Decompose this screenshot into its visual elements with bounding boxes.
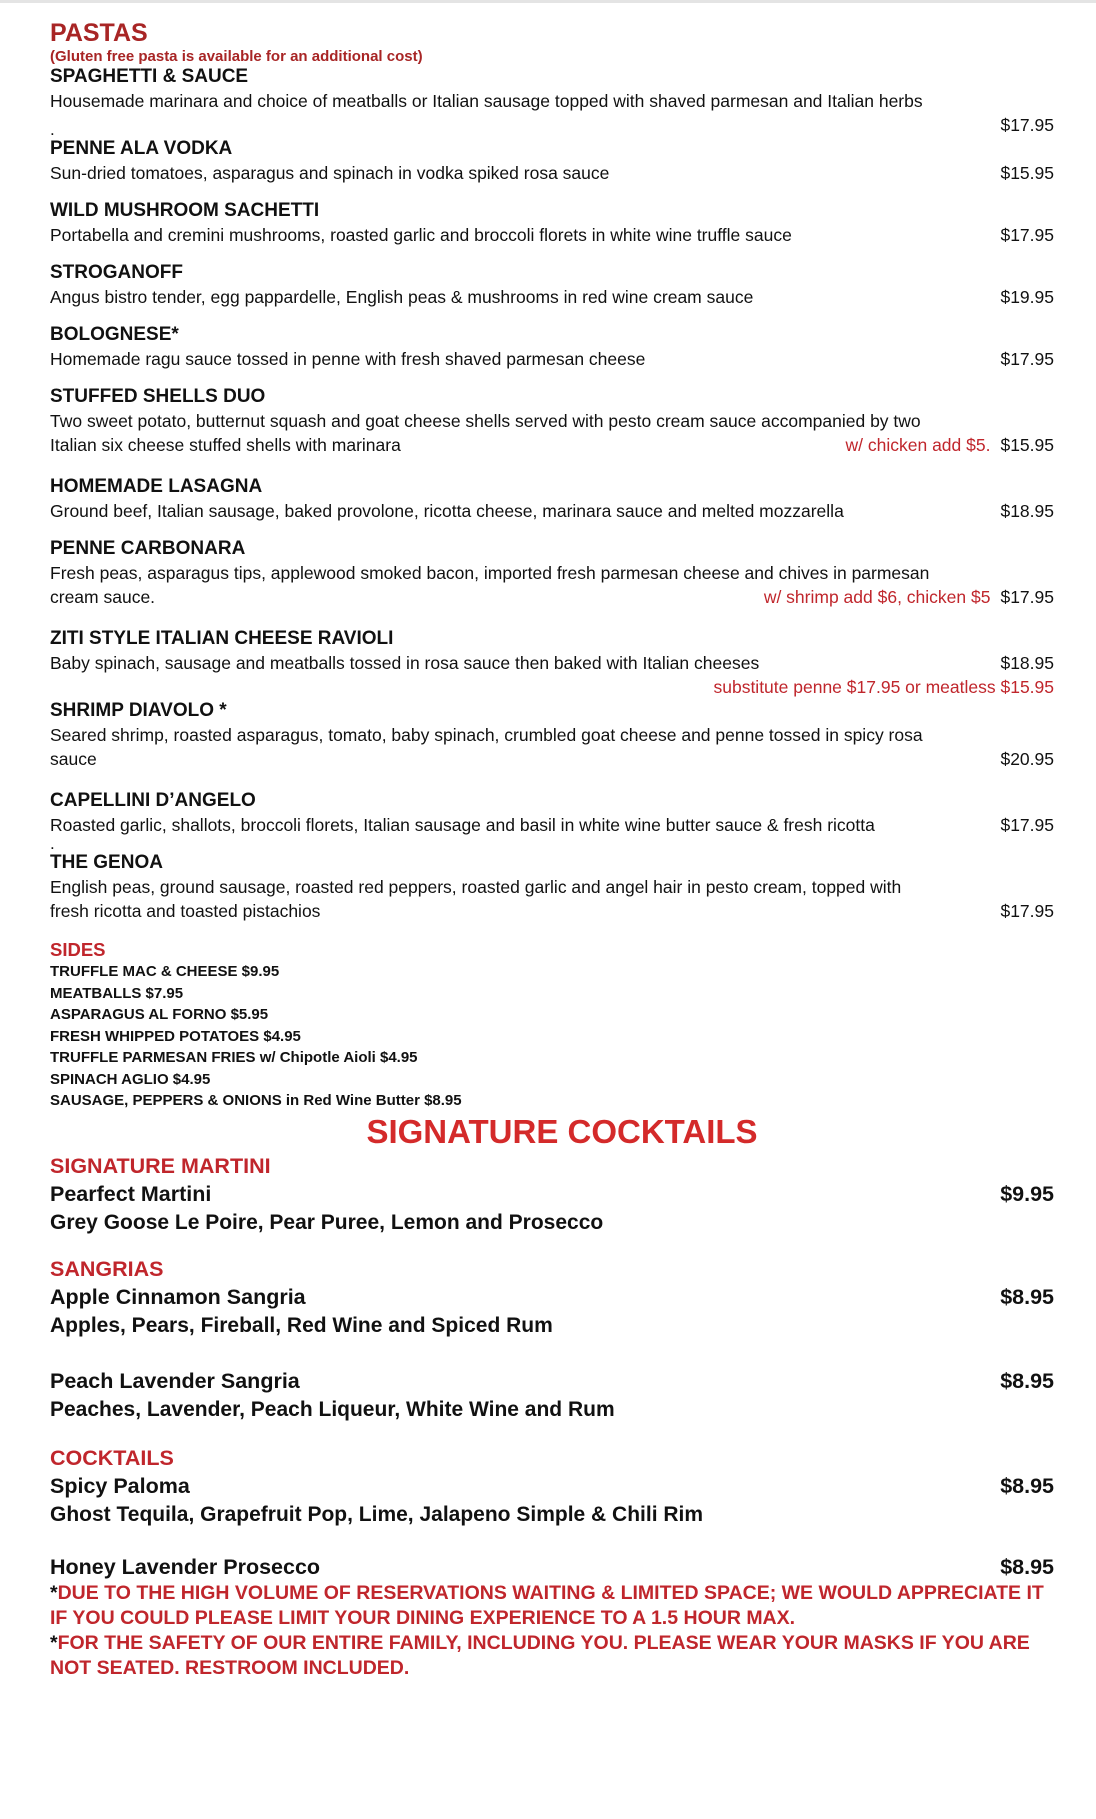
cocktail-row — [50, 1367, 1054, 1395]
item-desc: Italian six cheese stuffed shells with marinara — [50, 435, 401, 455]
item-desc-row — [50, 651, 1054, 675]
item-price: $17.95 — [1000, 587, 1054, 607]
side-item: FRESH WHIPPED POTATOES $4.95 — [50, 1027, 301, 1045]
cocktail-name: Pearfect Martini — [50, 1181, 212, 1206]
item-desc-row — [50, 409, 1054, 433]
item-desc: Seared shrimp, roasted asparagus, tomato, baby spinach, crumbled goat cheese and penne tossed in spicy rosa — [50, 725, 923, 745]
item-desc-row — [50, 899, 1054, 923]
cocktail-desc: Ghost Tequila, Grapefruit Pop, Lime, Jalapeno Simple & Chili Rim — [50, 1502, 704, 1526]
notice-text: FOR THE SAFETY OF OUR ENTIRE FAMILY, INCLUDING YOU. PLEASE WEAR YOUR MASKS IF YOU ARE NOT SEATED. RESTROOM INCLUDED. — [50, 1631, 1030, 1679]
cocktail-name: Honey Lavender Prosecco — [50, 1554, 321, 1579]
item-price-row — [50, 113, 1054, 137]
item-extra: . — [50, 120, 55, 139]
item-desc-row — [50, 585, 1054, 609]
item-name: STUFFED SHELLS DUO — [50, 386, 266, 407]
side-item: TRUFFLE MAC & CHEESE $9.95 — [50, 963, 280, 980]
menu-item-genoa — [50, 851, 1054, 923]
item-price: $17.95 — [1000, 115, 1054, 135]
sangrias-heading: SANGRIAS — [50, 1256, 164, 1281]
item-name: WILD MUSHROOM SACHETTI — [50, 200, 320, 221]
item-desc: Homemade ragu sauce tossed in penne with fresh shaved parmesan cheese — [50, 349, 646, 369]
item-desc-row — [50, 89, 1054, 113]
signature-cocktails-title: SIGNATURE COCKTAILS — [366, 1112, 758, 1150]
item-addon: w/ shrimp add $6, chicken $5 — [763, 587, 991, 607]
cocktail-price: $8.95 — [1000, 1368, 1054, 1393]
gluten-note: (Gluten free pasta is available for an additional cost) — [50, 48, 423, 65]
sides-list — [50, 961, 1054, 1112]
side-item: TRUFFLE PARMESAN FRIES w/ Chipotle Aioli $4.95 — [50, 1049, 418, 1066]
menu-item-capellini — [50, 789, 1054, 851]
item-name: HOMEMADE LASAGNA — [50, 476, 263, 497]
cocktail-name: Spicy Paloma — [50, 1473, 190, 1498]
pastas-heading: PASTAS — [50, 19, 148, 47]
item-desc: English peas, ground sausage, roasted red peppers, roasted garlic and angel hair in pesto cream, topped with — [50, 877, 902, 897]
item-name: BOLOGNESE* — [50, 324, 179, 345]
item-desc: fresh ricotta and toasted pistachios — [50, 901, 321, 921]
menu-item-wild-mushroom — [50, 199, 1054, 247]
side-item: SPINACH AGLIO $4.95 — [50, 1070, 211, 1088]
item-price: $19.95 — [1000, 287, 1054, 307]
cocktail-price: $9.95 — [1000, 1181, 1054, 1206]
menu-item-stroganoff — [50, 261, 1054, 309]
menu-item-lasagna — [50, 475, 1054, 523]
menu-item-penne-vodka — [50, 137, 1054, 185]
item-desc: Portabella and cremini mushrooms, roasted garlic and broccoli florets in white wine truffle sauce — [50, 225, 792, 245]
mask-notice — [50, 1631, 1054, 1681]
item-desc-row — [50, 285, 1054, 309]
cocktail-row — [50, 1553, 1054, 1581]
item-desc-row — [50, 161, 1054, 185]
menu-item-spaghetti — [50, 65, 1054, 137]
item-price: $17.95 — [1000, 349, 1054, 369]
item-desc-row — [50, 433, 1054, 457]
item-price: $18.95 — [1000, 501, 1054, 521]
cocktails-heading: COCKTAILS — [50, 1445, 174, 1470]
item-desc-row — [50, 347, 1054, 371]
notice-star: * — [50, 1631, 58, 1654]
item-name: STROGANOFF — [50, 262, 183, 283]
item-name: SHRIMP DIAVOLO * — [50, 700, 227, 721]
item-desc: Fresh peas, asparagus tips, applewood smoked bacon, imported fresh parmesan cheese and chives in parmesan — [50, 563, 930, 583]
item-desc: Two sweet potato, butternut squash and goat cheese shells served with pesto cream sauce accompanied by two — [50, 411, 921, 431]
item-name: PENNE ALA VODKA — [50, 138, 233, 159]
menu-item-stuffed-shells — [50, 385, 1054, 457]
notice-text: DUE TO THE HIGH VOLUME OF RESERVATIONS WAITING & LIMITED SPACE; WE WOULD APPRECIATE IT IF YOU COULD PLEASE LIMIT YOUR DINING EXPERIENCE TO A 1.5 HOUR MAX. — [50, 1581, 1044, 1629]
cocktail-desc: Peaches, Lavender, Peach Liqueur, White Wine and Rum — [50, 1397, 615, 1421]
item-desc: Sun-dried tomatoes, asparagus and spinach in vodka spiked rosa sauce — [50, 163, 610, 183]
side-item: MEATBALLS $7.95 — [50, 984, 184, 1002]
cocktail-price: $8.95 — [1000, 1473, 1054, 1498]
item-desc: Ground beef, Italian sausage, baked provolone, ricotta cheese, marinara sauce and melted mozzarella — [50, 501, 844, 521]
menu-item-shrimp-diavolo — [50, 699, 1054, 771]
item-name: SPAGHETTI & SAUCE — [50, 66, 249, 87]
item-price: $20.95 — [1000, 749, 1054, 769]
menu-item-bolognese — [50, 323, 1054, 371]
item-desc-row — [50, 813, 1054, 837]
menu-item-carbonara — [50, 537, 1054, 609]
cocktail-row — [50, 1180, 1054, 1208]
item-desc-row — [50, 875, 1054, 899]
cocktail-row — [50, 1283, 1054, 1311]
item-desc: sauce — [50, 749, 97, 769]
item-addon: w/ chicken add $5. — [845, 435, 991, 455]
cocktail-desc: Grey Goose Le Poire, Pear Puree, Lemon and Prosecco — [50, 1210, 604, 1234]
top-divider — [0, 0, 1096, 3]
cocktail-desc: Apples, Pears, Fireball, Red Wine and Spiced Rum — [50, 1313, 553, 1337]
side-item: SAUSAGE, PEPPERS & ONIONS in Red Wine Butter $8.95 — [50, 1092, 462, 1109]
item-desc-row — [50, 499, 1054, 523]
item-price: $15.95 — [1000, 163, 1054, 183]
martini-heading: SIGNATURE MARTINI — [50, 1153, 271, 1178]
sides-heading: SIDES — [50, 939, 106, 960]
item-desc: Angus bistro tender, egg pappardelle, English peas & mushrooms in red wine cream sauce — [50, 287, 754, 307]
reservation-notice — [50, 1581, 1054, 1631]
side-item: ASPARAGUS AL FORNO $5.95 — [50, 1006, 269, 1023]
item-price: $17.95 — [1000, 225, 1054, 245]
item-sub-row — [50, 675, 1054, 699]
menu-item-ziti-ravioli — [50, 627, 1054, 699]
item-price: $18.95 — [1000, 653, 1054, 673]
item-desc: Roasted garlic, shallots, broccoli florets, Italian sausage and basil in white wine butter sauce & fresh ricotta — [50, 815, 875, 835]
cocktail-price: $8.95 — [1000, 1554, 1054, 1579]
item-name: ZITI STYLE ITALIAN CHEESE RAVIOLI — [50, 628, 394, 649]
cocktail-row — [50, 1472, 1054, 1500]
item-desc-row — [50, 723, 1054, 747]
item-desc-row — [50, 747, 1054, 771]
item-price: $17.95 — [1000, 815, 1054, 835]
item-name: CAPELLINI D’ANGELO — [50, 790, 256, 811]
item-price: $15.95 — [1000, 435, 1054, 455]
item-desc: Housemade marinara and choice of meatballs or Italian sausage topped with shaved parmesan and Italian herbs — [50, 91, 923, 111]
item-substitute: substitute penne $17.95 or meatless $15.95 — [713, 677, 1054, 697]
cocktail-name: Apple Cinnamon Sangria — [50, 1284, 306, 1309]
item-name: THE GENOA — [50, 852, 163, 873]
menu-page — [50, 18, 1054, 1681]
item-price: $17.95 — [1000, 901, 1054, 921]
cocktail-price: $8.95 — [1000, 1284, 1054, 1309]
item-desc: cream sauce. — [50, 587, 156, 607]
notice-star: * — [50, 1581, 58, 1604]
item-desc: Baby spinach, sausage and meatballs tossed in rosa sauce then baked with Italian cheeses — [50, 653, 760, 673]
item-desc-row — [50, 561, 1054, 585]
item-desc-row — [50, 223, 1054, 247]
item-extra: . — [50, 834, 55, 853]
item-name: PENNE CARBONARA — [50, 538, 246, 559]
cocktail-name: Peach Lavender Sangria — [50, 1368, 300, 1393]
